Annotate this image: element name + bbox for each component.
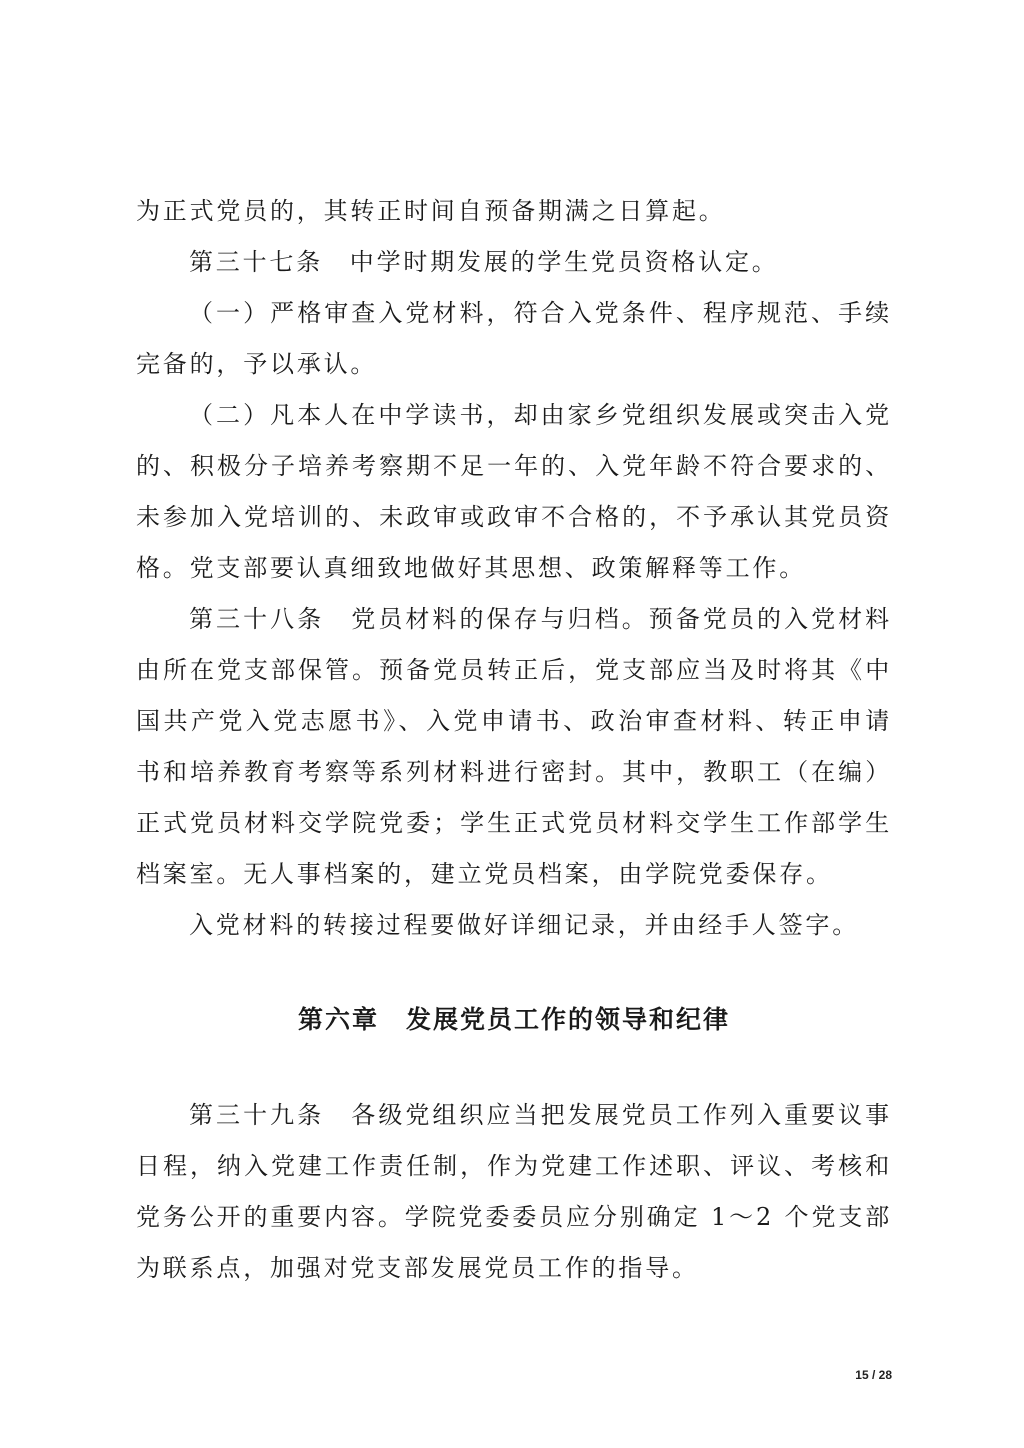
article-37-item-1: （一）严格审查入党材料，符合入党条件、程序规范、手续完备的，予以承认。 (136, 299, 892, 378)
body-text (136, 186, 892, 1294)
article-38-note: 入党材料的转接过程要做好详细记录，并由经手人签字。 (189, 911, 859, 939)
article-37-heading: 第三十七条 中学时期发展的学生党员资格认定。 (189, 248, 779, 276)
page-number: 15 / 28 (855, 1368, 892, 1382)
spacer (136, 951, 892, 994)
article-39: 第三十九条 各级党组织应当把发展党员工作列入重要议事日程，纳入党建工作责任制，作为党建工作述职、评议、考核和党务公开的重要内容。学院党委委员应分别确定 1～2 个党支部为联系点，加强对党支部发展党员工作的指导。 (136, 1101, 892, 1282)
spacer (136, 1045, 892, 1090)
paragraph-continuation: 为正式党员的，其转正时间自预备期满之日算起。 (136, 197, 726, 225)
chapter-title: 第六章 发展党员工作的领导和纪律 (297, 1005, 730, 1034)
article-38: 第三十八条 党员材料的保存与归档。预备党员的入党材料由所在党支部保管。预备党员转正后，党支部应当及时将其《中国共产党入党志愿书》、入党申请书、政治审查材料、转正申请书和培养教育考察等系列材料进行密封。其中，教职工（在编）正式党员材料交学院党委；学生正式党员材料交学生工作部学生档案室。无人事档案的，建立党员档案，由学院党委保存。 (136, 605, 892, 888)
article-37-item-2: （二）凡本人在中学读书，却由家乡党组织发展或突击入党的、积极分子培养考察期不足一年的、入党年龄不符合要求的、未参加入党培训的、未政审或政审不合格的，不予承认其党员资格。党支部要认真细致地做好其思想、政策解释等工作。 (136, 401, 892, 582)
